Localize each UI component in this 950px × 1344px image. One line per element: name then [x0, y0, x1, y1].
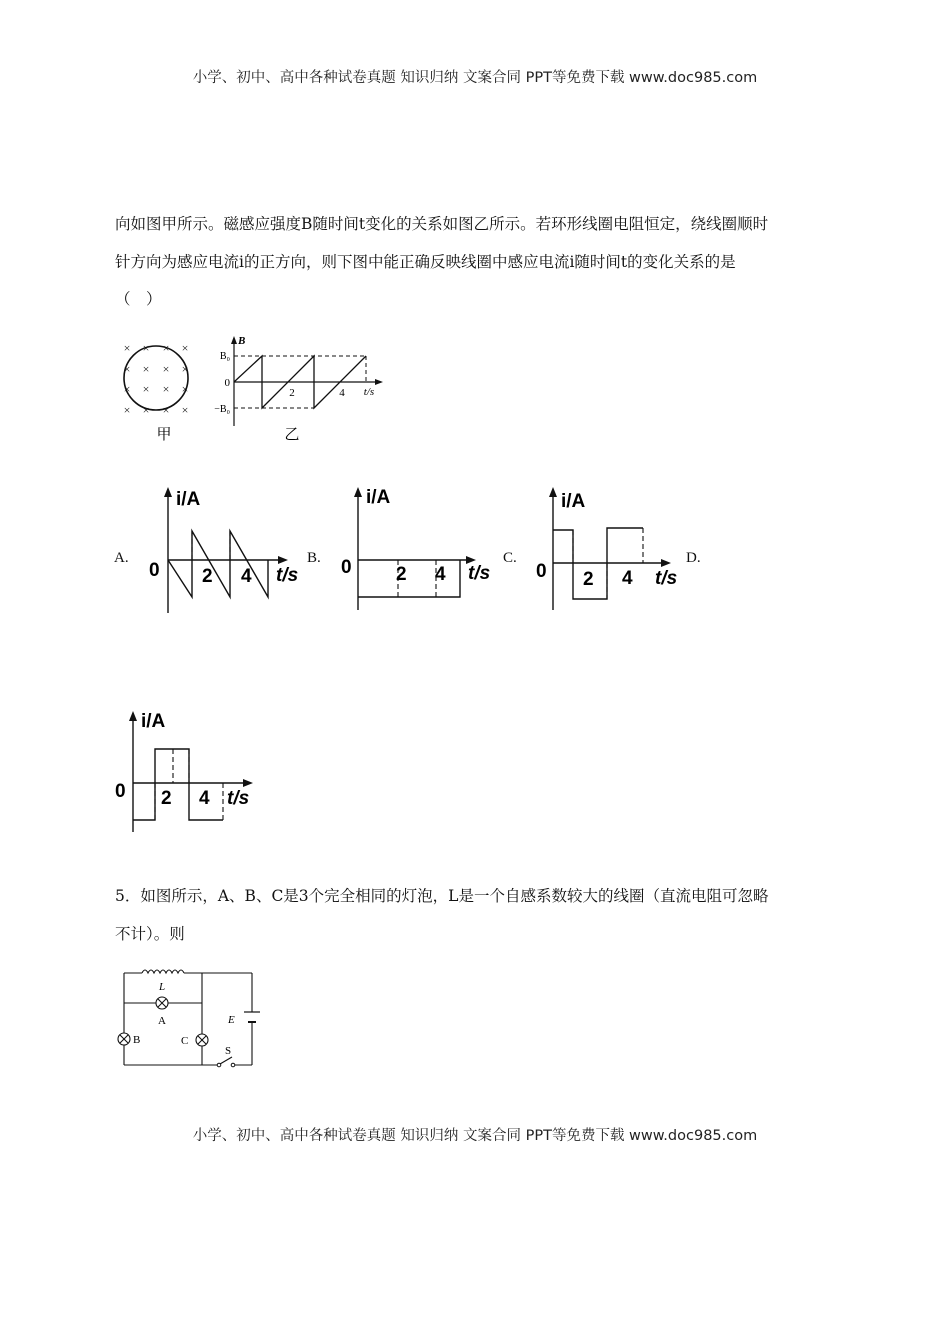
q5-line-1: 5．如图所示，A、B、C是3个完全相同的灯泡，L是一个自感系数较大的线圈（直流电阻可忽略 — [115, 887, 769, 905]
page-header: 小学、初中、高中各种试卷真题 知识归纳 文案合同 PPT等免费下载 www.doc985.com — [192, 70, 758, 86]
svg-text:×: × — [123, 403, 131, 417]
graph-a-x-label: t/s — [276, 565, 299, 586]
graph-d-y-label: i/A — [141, 711, 166, 732]
svg-text:×: × — [162, 362, 170, 376]
svg-text:×: × — [123, 341, 131, 355]
graph-a-zero: 0 — [149, 560, 160, 581]
fig-jia-caption: 甲 — [156, 427, 172, 443]
graph-b-zero: 0 — [341, 557, 352, 578]
graph-b-x-label: t/s — [468, 563, 491, 584]
graph-b-tick-2: 2 — [396, 564, 407, 585]
inductor-coil — [142, 970, 184, 973]
q4-line-1: 向如图甲所示。磁感应强度B随时间t变化的关系如图乙所示。若环形线圈电阻恒定，绕线圈顺时 — [115, 215, 769, 233]
origin-label: 0 — [224, 377, 230, 389]
graph-d-zero: 0 — [115, 781, 126, 802]
switch-lever — [220, 1057, 232, 1064]
label-l: L — [158, 981, 166, 993]
q4-line-2: 针方向为感应电流i的正方向，则下图中能正确反映线圈中感应电流i随时间t的变化关系的是 — [115, 253, 736, 271]
field-cross-marks — [124, 341, 189, 417]
graph-a — [148, 485, 308, 615]
page-footer: 小学、初中、高中各种试卷真题 知识归纳 文案合同 PPT等免费下载 www.doc985.com — [192, 1128, 758, 1144]
graph-c-x-label: t/s — [655, 568, 678, 589]
svg-text:×: × — [142, 403, 150, 417]
svg-text:×: × — [162, 382, 170, 396]
tick-4-label: 4 — [339, 387, 345, 399]
option-b-label: B. — [307, 550, 321, 566]
svg-text:×: × — [142, 362, 150, 376]
label-s: S — [225, 1045, 232, 1057]
svg-text:×: × — [123, 362, 131, 376]
svg-text:×: × — [142, 382, 150, 396]
graph-c-tick-2: 2 — [583, 569, 594, 590]
t-axis-label: t/s — [363, 386, 375, 398]
current-curve-a — [168, 531, 268, 597]
neg-b0-label: −B₀ — [214, 404, 230, 415]
lamp-a — [156, 997, 168, 1009]
b-axis-label: B — [238, 335, 246, 347]
figure-yi — [206, 336, 386, 446]
svg-text:×: × — [162, 341, 170, 355]
graph-d-tick-4: 4 — [199, 788, 210, 809]
graph-d — [113, 705, 273, 835]
graph-d-tick-2: 2 — [161, 788, 172, 809]
svg-text:×: × — [181, 341, 189, 355]
lamp-b — [118, 1033, 130, 1045]
graph-a-y-label: i/A — [176, 489, 201, 510]
label-c: C — [181, 1035, 189, 1047]
label-e: E — [228, 1014, 235, 1026]
graph-a-tick-4: 4 — [241, 566, 252, 587]
option-d-label: D. — [686, 550, 701, 566]
svg-text:×: × — [123, 382, 131, 396]
lamp-c — [196, 1034, 208, 1046]
label-a: A — [158, 1015, 166, 1027]
graph-c — [535, 485, 695, 615]
svg-text:×: × — [181, 382, 189, 396]
b0-label: B₀ — [219, 351, 230, 362]
graph-b-tick-4: 4 — [435, 564, 446, 585]
coil-ring — [124, 346, 188, 410]
q4-line-3: （ ） — [115, 290, 162, 308]
q5-line-2: 不计）。则 — [115, 925, 185, 943]
label-b: B — [133, 1034, 141, 1046]
fig-yi-caption: 乙 — [284, 427, 300, 443]
graph-d-x-label: t/s — [227, 788, 250, 809]
svg-text:×: × — [162, 403, 170, 417]
graph-c-y-label: i/A — [561, 491, 586, 512]
svg-text:×: × — [181, 362, 189, 376]
graph-c-tick-4: 4 — [622, 568, 633, 589]
option-a-label: A. — [114, 550, 129, 566]
graph-c-zero: 0 — [536, 561, 547, 582]
current-curve-d — [133, 749, 223, 820]
graph-b-y-label: i/A — [366, 487, 391, 508]
graph-b — [340, 485, 500, 615]
graph-a-tick-2: 2 — [202, 566, 213, 587]
figure-jia — [118, 336, 198, 446]
circuit-diagram — [112, 965, 272, 1070]
tick-2-label: 2 — [289, 387, 295, 399]
option-c-label: C. — [503, 550, 517, 566]
svg-text:×: × — [181, 403, 189, 417]
svg-text:×: × — [142, 341, 150, 355]
